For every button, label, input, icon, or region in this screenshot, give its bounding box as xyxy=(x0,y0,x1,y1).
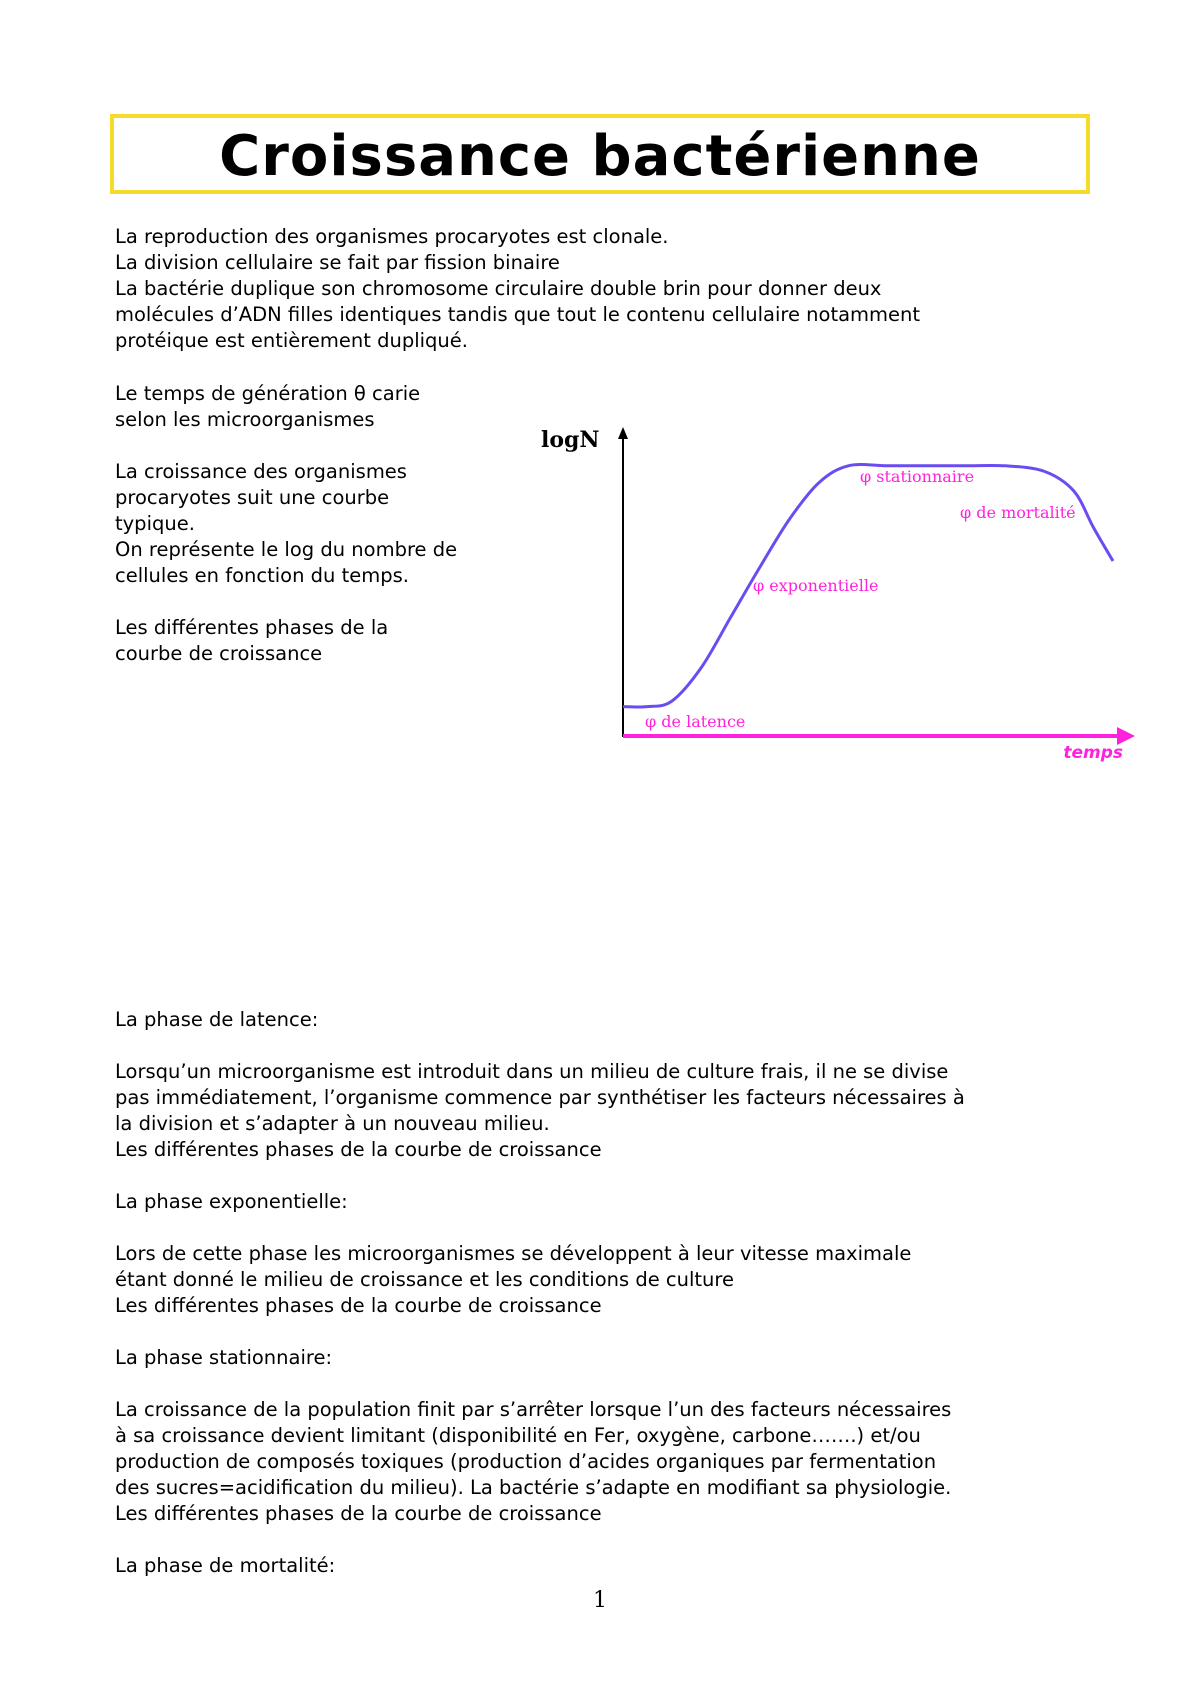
side-line xyxy=(115,433,457,459)
section-line: à sa croissance devient limitant (disponibilité en Fer, oxygène, carbone…….) et/ou xyxy=(115,1424,921,1447)
intro-paragraph xyxy=(115,224,920,354)
section-line: Les différentes phases de la courbe de croissance xyxy=(115,1138,602,1161)
intro-line: La reproduction des organismes procaryotes est clonale. xyxy=(115,225,669,248)
annotation-mortalite: φ de mortalité xyxy=(960,503,1076,522)
page-number: 1 xyxy=(593,1588,607,1613)
growth-curve-chart xyxy=(535,425,1135,765)
x-axis-label: temps xyxy=(1063,743,1123,763)
annotation-exponentielle: φ exponentielle xyxy=(753,576,879,595)
intro-line: La bactérie duplique son chromosome circulaire double brin pour donner deux xyxy=(115,277,882,300)
page-title: Croissance bactérienne xyxy=(219,124,981,189)
side-line: Le temps de génération θ carie xyxy=(115,382,421,405)
section-line: Les différentes phases de la courbe de croissance xyxy=(115,1294,602,1317)
section-line: des sucres=acidification du milieu). La bactérie s’adapte en modifiant sa physiologie. xyxy=(115,1476,952,1499)
section-line: Lors de cette phase les microorganismes se développent à leur vitesse maximale xyxy=(115,1242,912,1265)
annotation-stationnaire: φ stationnaire xyxy=(860,467,975,486)
section-line: la division et s’adapter à un nouveau milieu. xyxy=(115,1112,550,1135)
section-mortalite xyxy=(115,1553,335,1579)
section-line: pas immédiatement, l’organisme commence par synthétiser les facteurs nécessaires à xyxy=(115,1086,965,1109)
section-stationnaire xyxy=(115,1345,951,1527)
section-heading: La phase de mortalité: xyxy=(115,1554,336,1577)
section-line: La croissance de la population finit par s’arrêter lorsque l’un des facteurs nécessaires xyxy=(115,1398,952,1421)
side-line: La croissance des organismes xyxy=(115,460,407,483)
y-axis-arrow xyxy=(618,427,628,439)
annotation-latence: φ de latence xyxy=(645,712,746,731)
section-line: Lorsqu’un microorganisme est introduit dans un milieu de culture frais, il ne se divise xyxy=(115,1060,949,1083)
side-line: procaryotes suit une courbe xyxy=(115,486,390,509)
side-line: cellules en fonction du temps. xyxy=(115,564,409,587)
y-axis-label: logN xyxy=(541,427,600,453)
section-latence xyxy=(115,1007,965,1163)
section-exponentielle xyxy=(115,1189,911,1319)
side-line: Les différentes phases de la xyxy=(115,616,389,639)
intro-line: protéique est entièrement dupliqué. xyxy=(115,329,468,352)
section-line: Les différentes phases de la courbe de croissance xyxy=(115,1502,602,1525)
side-line: typique. xyxy=(115,512,195,535)
side-line xyxy=(115,589,457,615)
section-line: étant donné le milieu de croissance et les conditions de culture xyxy=(115,1268,735,1291)
side-line: On représente le log du nombre de xyxy=(115,538,458,561)
section-line: production de composés toxiques (production d’acides organiques par fermentation xyxy=(115,1450,937,1473)
intro-line: molécules d’ADN filles identiques tandis que tout le contenu cellulaire notamment xyxy=(115,303,921,326)
side-line: selon les microorganismes xyxy=(115,408,375,431)
section-heading: La phase stationnaire: xyxy=(115,1346,333,1369)
title-box xyxy=(110,114,1090,194)
section-heading: La phase de latence: xyxy=(115,1008,319,1031)
intro-line: La division cellulaire se fait par fission binaire xyxy=(115,251,560,274)
section-heading: La phase exponentielle: xyxy=(115,1190,348,1213)
side-line: courbe de croissance xyxy=(115,642,323,665)
side-paragraph xyxy=(115,381,457,667)
